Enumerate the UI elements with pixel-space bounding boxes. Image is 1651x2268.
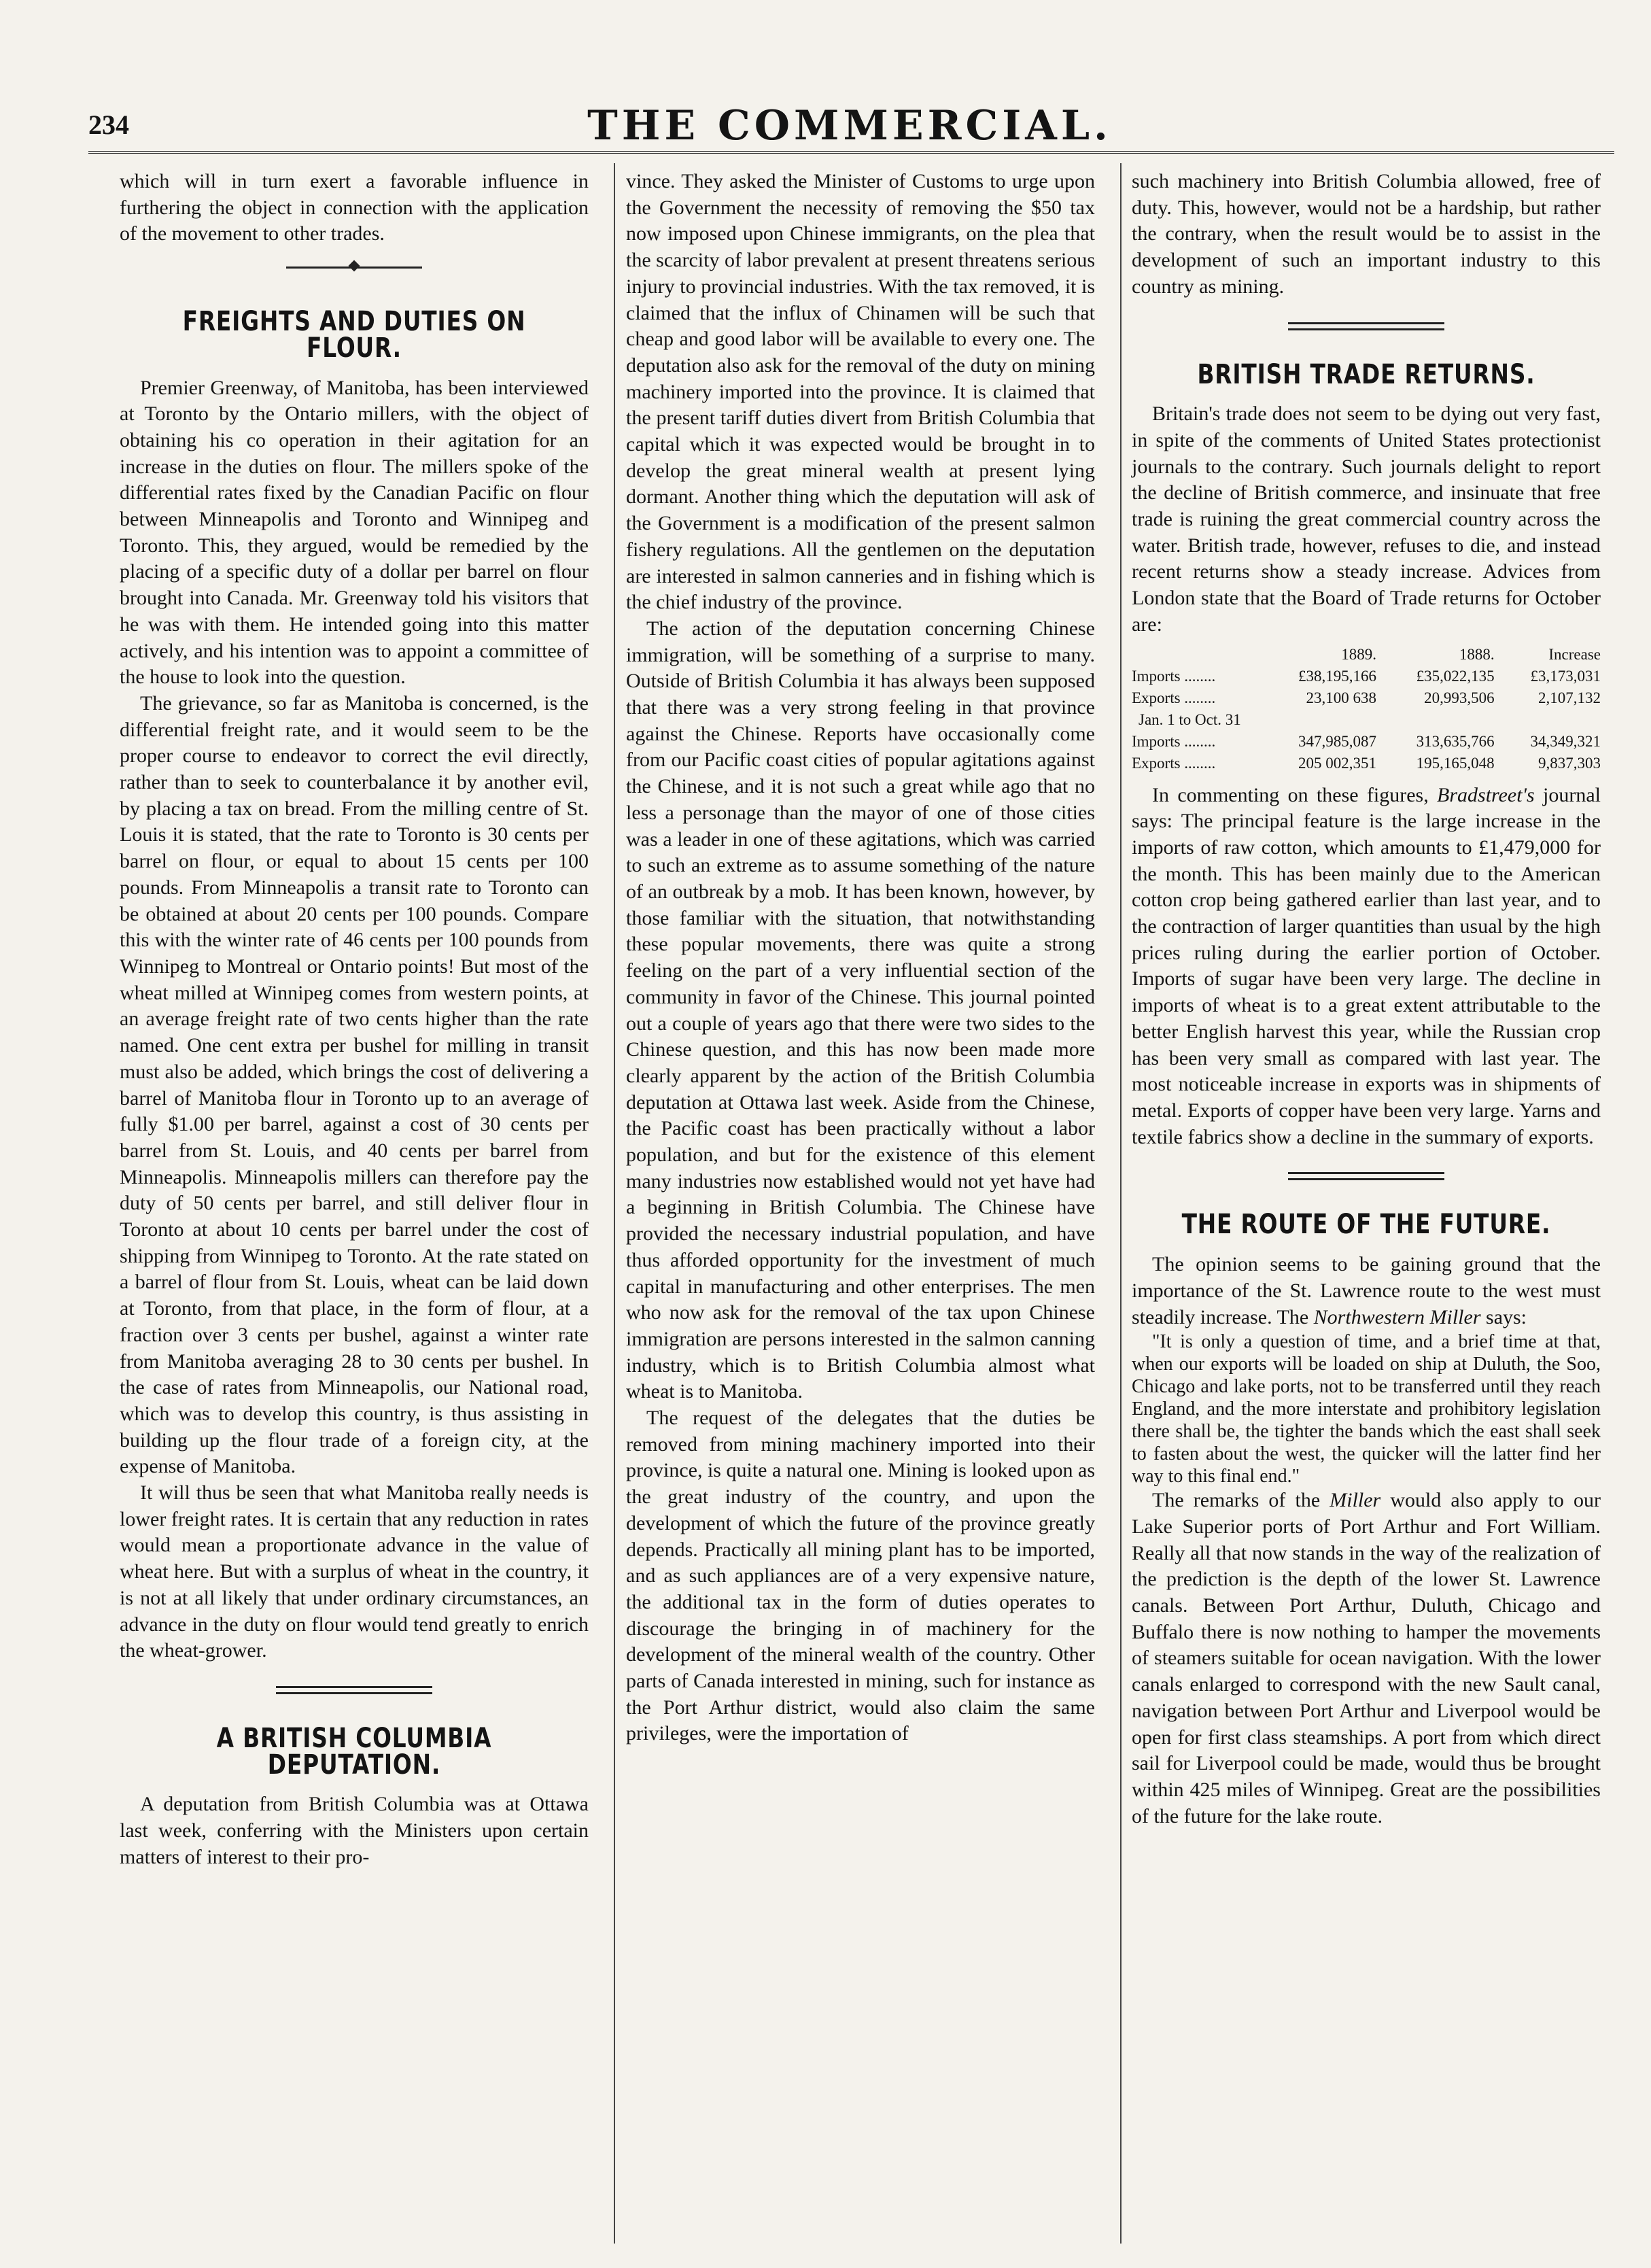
section-rule bbox=[1288, 322, 1444, 330]
cell: 20,993,506 bbox=[1424, 689, 1495, 706]
text-run: The opinion seems to be gaining ground that the importance of the St. Lawrence route to the west must steadily increase. The bbox=[1132, 1253, 1601, 1328]
header-rule bbox=[88, 151, 1614, 154]
headline-british-trade-returns: BRITISH TRADE RETURNS. bbox=[1197, 358, 1535, 390]
paragraph: It will thus be seen that what Manitoba really needs is lower freight rates. It is certain that any reduction in rates would mean a proportionate advance in the value of wheat here. But with a surplus of wheat in the country, it is not at all likely that under ordinary circumstances, an advance in the duty on flour would tend greatly to enrich the wheat-grower. bbox=[120, 1481, 589, 1662]
cell: 195,165,048 bbox=[1416, 754, 1495, 772]
cell: 347,985,087 bbox=[1298, 732, 1376, 750]
table-row bbox=[1132, 753, 1601, 774]
headline-freights-duties-flour: FREIGHTS AND DUTIES ON FLOUR. bbox=[182, 306, 526, 364]
text-run: In commenting on these figures, bbox=[1152, 783, 1438, 806]
table-header-row bbox=[1132, 644, 1601, 666]
cell: 34,349,321 bbox=[1530, 732, 1601, 750]
paragraph: A deputation from British Columbia was at Ottawa last week, conferring with the Ministers upon certain matters of interest to their pro- bbox=[120, 1793, 589, 1868]
column-header: 1888. bbox=[1459, 645, 1495, 663]
paragraph: The request of the delegates that the duties be removed from mining machinery imported into their province, is quite a natural one. Mining is looked upon as the great industry of the country, and upon the development of which the future of the province greatly depends. Practically all mining plant has to be imported, and as such appliances are of a very expensive nature, the additional tax in the form of duties operates to discourage the bringing in of machinery for the development of the mineral wealth of the country. Other parts of Canada interested in mining, such for instance as the Port Arthur district, would also claim the same privileges, were the importation of bbox=[626, 1407, 1095, 1745]
section-rule bbox=[1288, 1172, 1444, 1180]
headline-route-of-future: THE ROUTE OF THE FUTURE. bbox=[1181, 1209, 1551, 1241]
row-label: Exports ........ bbox=[1132, 754, 1216, 772]
block-quote: "It is only a question of time, and a brief time at that, when our exports will be loaded on ship at Duluth, the Soo, Chicago and lake ports, not to be transferred until they reach England, and the more interstate and prohibitory legislation there shall be, the tighter the bands which the east shall seek to fasten about the west, the quicker will the latter find her way to this final end." bbox=[1132, 1331, 1601, 1488]
publication-name: Miller bbox=[1330, 1489, 1381, 1512]
text-run: The remarks of the bbox=[1152, 1489, 1330, 1512]
paragraph bbox=[1132, 1488, 1601, 1829]
publication-name: Northwestern Miller bbox=[1313, 1305, 1481, 1328]
cell: £38,195,166 bbox=[1298, 667, 1376, 685]
page-number: 234 bbox=[88, 109, 129, 140]
cell: £3,173,031 bbox=[1530, 667, 1601, 685]
column-2 bbox=[626, 169, 1095, 1747]
publication-name: Bradstreet's bbox=[1437, 783, 1535, 806]
section-separator bbox=[120, 257, 589, 277]
row-label: Imports ........ bbox=[1132, 667, 1216, 685]
row-label: Exports ........ bbox=[1132, 689, 1216, 706]
column-header: Increase bbox=[1548, 645, 1601, 663]
column-divider bbox=[614, 163, 615, 2244]
cell: 23,100 638 bbox=[1306, 689, 1376, 706]
paragraph: vince. They asked the Minister of Customs to urge upon the Government the necessity of removing the $50 tax now imposed upon Chinese immigrants, on the plea that the scarcity of labor prevalent at present threatens serious injury to provincial industries. With the tax removed, it is claimed that the influx of Chinamen will be such that cheap and good labor will be available to every one. The deputation also ask for the removal of the duty on mining machinery imported into the province. It is claimed that the present tariff duties divert from British Columbia that capital which it was expected would be brought in to develop the great mineral wealth at present lying dormant. Another thing which the deputation will ask of the Government is a modification of the present salmon fishery regulations. All the gentlemen on the deputation are interested in salmon canneries and in fishing which is the chief industry of the province. bbox=[626, 170, 1095, 614]
cell: £35,022,135 bbox=[1416, 667, 1495, 685]
section-rule bbox=[276, 1686, 432, 1694]
table-subhead-row bbox=[1132, 709, 1601, 731]
paragraph: such machinery into British Columbia allowed, free of duty. This, however, would not be a hardship, but rather the contrary, when the result would be to assist in the development of such an important industry to this country as mining. bbox=[1132, 170, 1601, 298]
paragraph bbox=[1132, 1252, 1601, 1330]
paragraph: The grievance, so far as Manitoba is concerned, is the differential freight rate, and it would seem to be the proper course to endeavor to correct the evil directly, rather than to seek to counterbalance it by another evil, by placing a tax on bread. From the milling centre of St. Louis it is stated, that the rate to Toronto is 30 cents per barrel on flour, or equal to about 15 cents per 100 pounds. From Minneapolis a transit rate to Toronto can be obtained at about 20 cents per 100 pounds. Compare this with the winter rate of 46 cents per 100 pounds from Winnipeg to Montreal or Ontario points! But most of the wheat milled at Winnipeg comes from western points, at an average freight rate of two cents higher than the rate named. One cent extra per bushel for milling in transit must also be added, which brings the cost of delivering a barrel of Manitoba flour in Toronto up to an average of fully $1.00 per barrel, against a cost of 30 cents per barrel from St. Louis, and 40 cents per barrel from Minneapolis. Minneapolis millers can therefore pay the duty of 50 cents per barrel, and still deliver flour in Toronto at about 10 cents per barrel under the cost of shipping from Winnipeg to Toronto. At the rate stated on a barrel of flour from St. Louis, wheat can be laid down at Toronto, from that place, in the form of flour, at a fraction over 3 cents per bushel, against a winter rate from Manitoba averaging 28 to 30 cents per bushel. In the case of rates from Minneapolis, our National road, which was to develop this country, is thus assisting in building up the flour trade of a foreign city, at the expense of Manitoba. bbox=[120, 691, 589, 1478]
paragraph: The action of the deputation concerning Chinese immigration, will be something of a surprise to many. Outside of British Columbia it has always been supposed that there was a very strong feeling in that province against the Chinese. Reports have occasionally come from our Pacific coast cities of popular agitations against the Chinese, and it is not such a great while ago that no less a personage than the mayor of one of those cities was a leader in one of these agitations, which was carried to such an extreme as to assume something of the nature of an outbreak by a mob. It has been known, however, by those familiar with the situation, that notwithstanding these popular movements, there was quite a strong feeling on the part of a very influential section of the community in favor of the Chinese. This journal pointed out a couple of years ago that there were two sides to the Chinese question, and this has now been made more clearly apparent by the action of the British Columbia deputation at Ottawa last week. Aside from the Chinese, the Pacific coast has been practically without a labor population, and but for the existence of this element many industries now established would not yet have had a beginning in British Columbia. The Chinese have provided the necessary industrial population, and have thus afforded opportunity for the investment of much capital in manufacturing and other enterprises. The men who now ask for the removal of the tax upon Chinese immigration are persons interested in the salmon canning industry, which is to British Columbia almost what wheat is to Manitoba. bbox=[626, 617, 1095, 1403]
cell: 9,837,303 bbox=[1538, 754, 1601, 772]
headline-bc-deputation: A BRITISH COLUMBIA DEPUTATION. bbox=[216, 1722, 492, 1781]
cell: 313,635,766 bbox=[1416, 732, 1495, 750]
column-1 bbox=[120, 169, 589, 1870]
column-3 bbox=[1132, 169, 1601, 1829]
table-row bbox=[1132, 687, 1601, 709]
cell: 2,107,132 bbox=[1538, 689, 1601, 706]
newspaper-title: THE COMMERCIAL. bbox=[587, 102, 1112, 150]
table-row bbox=[1132, 666, 1601, 687]
text-run: would also apply to our Lake Superior ports of Port Arthur and Fort William. Really all that now stands in the way of the realization of the prediction is the depth of the lower St. Lawrence canals. Between Port Arthur, Duluth, Chicago and Buffalo there is now nothing to hamper the movements of steamers suitable for ocean navigation. With the lower canals enlarged to correspond with the new Sault canal, navigation between Port Arthur and Liverpool would be open for first class steamships. A port from which direct sail for Liverpool could be made, would thus be brought within 425 miles of Winnipeg. Great are the possibilities of the future for the lake route. bbox=[1132, 1489, 1601, 1827]
masthead bbox=[88, 102, 1611, 156]
column-header: 1889. bbox=[1341, 645, 1376, 663]
row-label: Imports ........ bbox=[1132, 732, 1216, 750]
text-run: journal says: The principal feature is the large increase in the imports of raw cotton, which amounts to £1,479,000 for the month. This has been mainly due to the American cotton crop being gathered earlier than last year, and to the contraction of larger quantities than usual by the high prices ruling during the earlier portion of October. Imports of sugar have been very large. The decline in imports of wheat is to a great extent attributable to the better English harvest this year, while the Russian crop has been very small as compared with last year. The most noticeable increase in exports was in shipments of metal. Exports of copper have been very large. Yarns and textile fabrics show a decline in the summary of exports. bbox=[1132, 783, 1601, 1148]
text-run: says: bbox=[1480, 1305, 1527, 1328]
article-continuation: which will in turn exert a favorable influence in furthering the object in connection with the application of the movement to other trades. bbox=[120, 170, 589, 245]
subhead: Jan. 1 to Oct. 31 bbox=[1139, 710, 1241, 728]
table-row bbox=[1132, 731, 1601, 753]
paragraph bbox=[1132, 783, 1601, 1151]
cell: 205 002,351 bbox=[1298, 754, 1376, 772]
paragraph: Britain's trade does not seem to be dying out very fast, in spite of the comments of United States protectionist journals to the contrary. Such journals delight to report the decline of British commerce, and insinuate that free trade is ruining the great commercial country across the water. British trade, however, refuses to die, and instead recent returns show a steady increase. Advices from London state that the Board of Trade returns for October are: bbox=[1132, 402, 1601, 636]
trade-returns-table bbox=[1132, 644, 1601, 774]
paragraph: Premier Greenway, of Manitoba, has been interviewed at Toronto by the Ontario millers, with the object of obtaining his co operation in their agitation for an increase in the duties on flour. The millers spoke of the differential rates fixed by the Canadian Pacific on flour between Minneapolis and Toronto and Winnipeg and Toronto. This, they argued, would be remedied by the placing of a specific duty of a dollar per barrel on flour brought into Canada. Mr. Greenway told his visitors that he was with them. He intended going into this matter actively, and his intention was to appoint a committee of the house to look into the question. bbox=[120, 376, 589, 689]
column-divider bbox=[1120, 163, 1122, 2244]
